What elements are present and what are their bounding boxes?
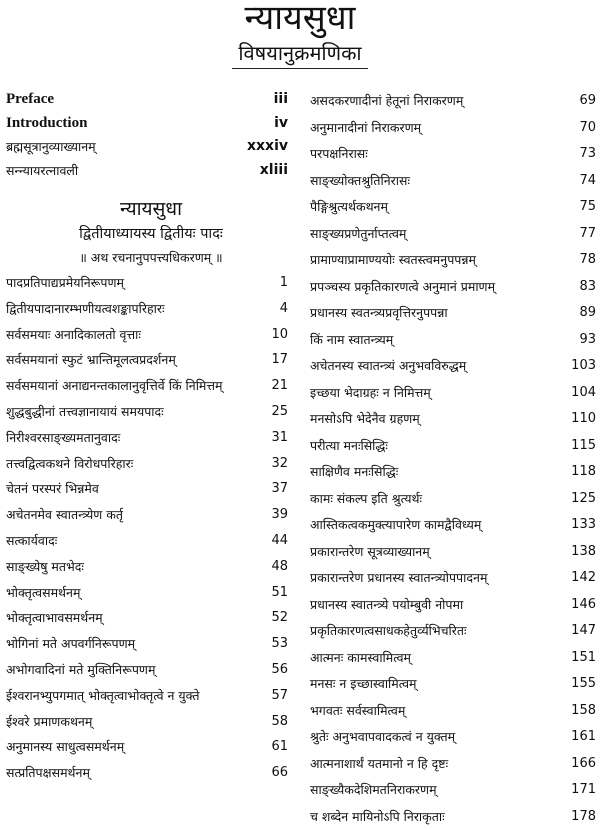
toc-entry — [310, 486, 600, 513]
toc-entry-page: 110 — [571, 406, 596, 433]
toc-entry-page: 32 — [271, 451, 288, 477]
toc-entry — [6, 734, 296, 760]
toc-entry-page: iii — [274, 88, 288, 112]
toc-entry-title: निरीश्वरसाङ्ख्यमतानुवादः — [6, 425, 120, 451]
toc-entry-page: iv — [274, 112, 288, 136]
book-title: न्यायसुधा — [0, 0, 600, 38]
toc-entry — [310, 406, 600, 433]
toc-entry-title: च शब्देन मायिनोऽपि निराकृताः — [310, 804, 445, 830]
toc-entry-title: साङ्ख्यैकदेशिमतनिराकरणम् — [310, 777, 437, 804]
toc-entry — [310, 194, 600, 221]
toc-entry-title: सत्कार्यवादः — [6, 528, 57, 554]
toc-entry-title: अचेतनमेव स्वातन्त्र्येण कर्तृ — [6, 502, 123, 528]
toc-entry-page: 70 — [579, 115, 596, 142]
toc-entry — [6, 528, 296, 554]
toc-entry-title: सन्न्यायरत्नावली — [6, 159, 78, 183]
toc-entry-title: भोक्तृत्वाभावसमर्थनम् — [6, 605, 103, 631]
toc-entry — [6, 347, 296, 373]
toc-entry — [6, 760, 296, 786]
toc-entry — [310, 645, 600, 672]
toc-entry-title: परीत्या मनःसिद्धिः — [310, 433, 388, 460]
toc-entry — [6, 709, 296, 735]
toc-entry-page: 115 — [571, 433, 596, 460]
toc-entry-page: 48 — [271, 554, 288, 580]
toc-entry-page: 158 — [571, 698, 596, 725]
toc-entry-page: 1 — [280, 270, 288, 296]
toc-entry-title: साङ्ख्येषु मतभेदः — [6, 554, 84, 580]
toc-entry-page: 58 — [271, 709, 288, 735]
toc-entry-title: ब्रह्मसूत्रानुव्याख्यानम् — [6, 135, 96, 159]
toc-entry-title: अचेतनस्य स्वातन्त्र्यं अनुभवविरुद्धम् — [310, 353, 466, 380]
adhikarana-heading: ॥ अथ रचनानुपपत्त्यधिकरणम् ॥ — [6, 246, 296, 270]
toc-entry-title: चेतनं परस्परं भिन्नमेव — [6, 476, 99, 502]
toc-entry-title: तत्त्वद्वित्वकथने विरोधपरिहारः — [6, 451, 133, 477]
toc-entry-page: 142 — [571, 565, 596, 592]
toc-entry-title: श्रुतेः अनुभवापवादकत्वं न युक्तम् — [310, 724, 455, 751]
toc-entry-page: 171 — [571, 777, 596, 804]
toc-entry — [6, 135, 296, 159]
toc-entry-page: 78 — [579, 247, 596, 274]
toc-entry-title: सर्वसमयाः अनादिकालतो वृत्ताः — [6, 322, 141, 348]
toc-entry-page: 93 — [579, 327, 596, 354]
section-heading: न्यायसुधा — [6, 196, 296, 222]
toc-entry — [6, 399, 296, 425]
toc-entry-page: 104 — [571, 380, 596, 407]
toc-entry — [6, 88, 296, 112]
toc-entry — [310, 141, 600, 168]
toc-entry-title: प्रकारान्तरेण प्रधानस्य स्वातन्त्र्योपपादनम् — [310, 565, 487, 592]
toc-entry — [310, 698, 600, 725]
toc-entry-title: भोक्तृत्वसमर्थनम् — [6, 580, 80, 606]
toc-entry-title: सर्वसमयानां स्फुटं भ्रान्तिमूलत्वप्रदर्शनम् — [6, 347, 176, 373]
toc-entry-page: 151 — [571, 645, 596, 672]
right-column — [310, 88, 600, 830]
toc-entry — [6, 112, 296, 136]
toc-entry — [310, 168, 600, 195]
toc-entry-title: कामः संकल्प इति श्रुत्यर्थः — [310, 486, 422, 513]
toc-entry-page: 118 — [571, 459, 596, 486]
toc-entry — [310, 433, 600, 460]
toc-entry-page: 146 — [571, 592, 596, 619]
toc-entry-page: 69 — [579, 88, 596, 115]
toc-entry-page: 138 — [571, 539, 596, 566]
toc-entry-page: 155 — [571, 671, 596, 698]
toc-entry-page: 51 — [271, 580, 288, 606]
toc-entry-page: 166 — [571, 751, 596, 778]
toc-entry — [6, 159, 296, 183]
right-entries-list — [310, 88, 600, 830]
toc-entry-title: प्रपञ्चस्य प्रकृतिकारणत्वे अनुमानं प्रमाणम् — [310, 274, 495, 301]
toc-entry — [6, 580, 296, 606]
toc-entry — [6, 502, 296, 528]
toc-entry-page: 61 — [271, 734, 288, 760]
toc-entry-page: 147 — [571, 618, 596, 645]
toc-entry — [6, 631, 296, 657]
toc-entry-page: 52 — [271, 605, 288, 631]
toc-entry-page: 25 — [271, 399, 288, 425]
toc-entry-title: किं नाम स्वातन्त्र्यम् — [310, 327, 393, 354]
toc-entry-page: 37 — [271, 476, 288, 502]
toc-entry — [6, 476, 296, 502]
toc-entry — [310, 751, 600, 778]
toc-entry-title: परपक्षनिरासः — [310, 141, 368, 168]
toc-entry-title: अभोगवादिनां मते मुक्तिनिरूपणम् — [6, 657, 155, 683]
toc-entry-title: असदकरणादीनां हेतूनां निराकरणम् — [310, 88, 463, 115]
contents-subtitle: विषयानुक्रमणिका — [0, 40, 600, 66]
toc-entry — [310, 512, 600, 539]
toc-entry — [310, 353, 600, 380]
toc-entry — [310, 300, 600, 327]
toc-entry-title: सत्प्रतिपक्षसमर्थनम् — [6, 760, 90, 786]
toc-entry-title: साङ्ख्योक्तश्रुतिनिरासः — [310, 168, 410, 195]
toc-entry-page: 21 — [271, 373, 288, 399]
toc-entry-title: प्रामाण्याप्रामाण्ययोः स्वतस्त्वमनुपपन्नम् — [310, 247, 476, 274]
toc-entry — [6, 270, 296, 296]
toc-entry-page: 57 — [271, 683, 288, 709]
toc-entry-page: 125 — [571, 486, 596, 513]
toc-entry-page: 75 — [579, 194, 596, 221]
toc-entry-title: प्रकृतिकारणत्वसाधकहेतुर्व्यभिचरितः — [310, 618, 467, 645]
toc-entry-title: Preface — [6, 88, 54, 112]
toc-entry-page: 4 — [280, 296, 288, 322]
toc-entry — [6, 425, 296, 451]
chapter-heading: द्वितीयाध्यायस्य द्वितीयः पादः — [6, 222, 296, 246]
toc-entry-page: 66 — [271, 760, 288, 786]
toc-entry-title: मनसोऽपि भेदेनैव ग्रहणम् — [310, 406, 420, 433]
left-column — [6, 88, 296, 786]
toc-entry-page: xliii — [260, 159, 288, 183]
toc-entry-title: आत्मनाशार्थं यतमानो न हि दृष्टः — [310, 751, 448, 778]
toc-entry-title: इच्छया भेदाग्रहः न निमित्तम् — [310, 380, 431, 407]
toc-entry — [310, 88, 600, 115]
toc-entry-title: द्वितीयपादानारम्भणीयत्वशङ्कापरिहारः — [6, 296, 164, 322]
toc-entry — [6, 683, 296, 709]
toc-entry — [310, 115, 600, 142]
toc-entry-title: भोगिनां मते अपवर्गनिरूपणम् — [6, 631, 135, 657]
toc-entry-page: 31 — [271, 425, 288, 451]
toc-entry-page: 178 — [571, 804, 596, 830]
toc-entry-title: सर्वसमयानां अनाद्यनन्तकालानुवृत्तिर्वे किं निमित्तम् — [6, 373, 223, 399]
toc-entry — [310, 539, 600, 566]
toc-entry — [310, 618, 600, 645]
toc-entry-title: आस्तिकत्वकमुक्त्यापारेण कामद्वैविध्यम् — [310, 512, 481, 539]
toc-entry-page: 89 — [579, 300, 596, 327]
toc-entry-page: 53 — [271, 631, 288, 657]
toc-entry-page: 103 — [571, 353, 596, 380]
toc-entry-page: 56 — [271, 657, 288, 683]
front-matter-list — [6, 88, 296, 182]
toc-entry-page: 74 — [579, 168, 596, 195]
toc-entry — [310, 565, 600, 592]
toc-entry-page: 17 — [271, 347, 288, 373]
toc-entry-page: 161 — [571, 724, 596, 751]
toc-entry-page: 133 — [571, 512, 596, 539]
toc-entry-page: 44 — [271, 528, 288, 554]
toc-entry — [310, 777, 600, 804]
toc-entry — [310, 274, 600, 301]
toc-entry — [6, 605, 296, 631]
toc-entry-title: मनसः न इच्छास्वामित्वम् — [310, 671, 417, 698]
toc-entry-title: पादप्रतिपाद्यप्रमेयनिरूपणम् — [6, 270, 124, 296]
toc-entry — [6, 373, 296, 399]
toc-entry-title: Introduction — [6, 112, 87, 136]
toc-entry-title: पैङ्गिश्रुत्यर्थकथनम् — [310, 194, 388, 221]
toc-entry-title: अनुमानादीनां निराकरणम् — [310, 115, 421, 142]
toc-entry — [6, 322, 296, 348]
subtitle-underline — [232, 68, 368, 69]
toc-entry-title: साक्षिणैव मनःसिद्धिः — [310, 459, 398, 486]
toc-entry — [6, 657, 296, 683]
toc-entry — [310, 459, 600, 486]
toc-entry — [310, 724, 600, 751]
toc-entry-page: 39 — [271, 502, 288, 528]
toc-entry — [310, 671, 600, 698]
toc-entry-title: अनुमानस्य साधुत्वसमर्थनम् — [6, 734, 124, 760]
toc-entry-page: 10 — [271, 322, 288, 348]
toc-entry-title: प्रधानस्य स्वतन्त्र्यप्रवृत्तिरनुपपन्ना — [310, 300, 448, 327]
toc-entry — [310, 221, 600, 248]
toc-entry-page: 73 — [579, 141, 596, 168]
toc-entry — [6, 451, 296, 477]
toc-entry — [310, 592, 600, 619]
toc-entry-title: ईश्वरानभ्युपगमात् भोक्तृत्वाभोक्तृत्वे न युक्ते — [6, 683, 200, 709]
toc-entry-title: शुद्धबुद्धीनां तत्त्वज्ञानायायं समयपादः — [6, 399, 164, 425]
toc-entry — [310, 327, 600, 354]
toc-entry — [310, 380, 600, 407]
toc-entry — [310, 247, 600, 274]
toc-entry-title: भगवतः सर्वस्वामित्वम् — [310, 698, 405, 725]
toc-entry-title: प्रधानस्य स्वातन्त्र्ये पयोम्बुवी नोपमा — [310, 592, 463, 619]
toc-entry — [6, 296, 296, 322]
toc-entry-page: 83 — [579, 274, 596, 301]
toc-entry-title: आत्मनः कामस्वामित्वम् — [310, 645, 411, 672]
toc-entry-page: xxxiv — [247, 135, 288, 159]
toc-entry-title: साङ्ख्यप्रणेतुर्नाप्तत्वम् — [310, 221, 406, 248]
toc-entry-page: 77 — [579, 221, 596, 248]
toc-entry-title: ईश्वरे प्रमाणकथनम् — [6, 709, 92, 735]
left-entries-list — [6, 270, 296, 786]
toc-entry — [6, 554, 296, 580]
toc-entry-title: प्रकारान्तरेण सूत्रव्याख्यानम् — [310, 539, 430, 566]
